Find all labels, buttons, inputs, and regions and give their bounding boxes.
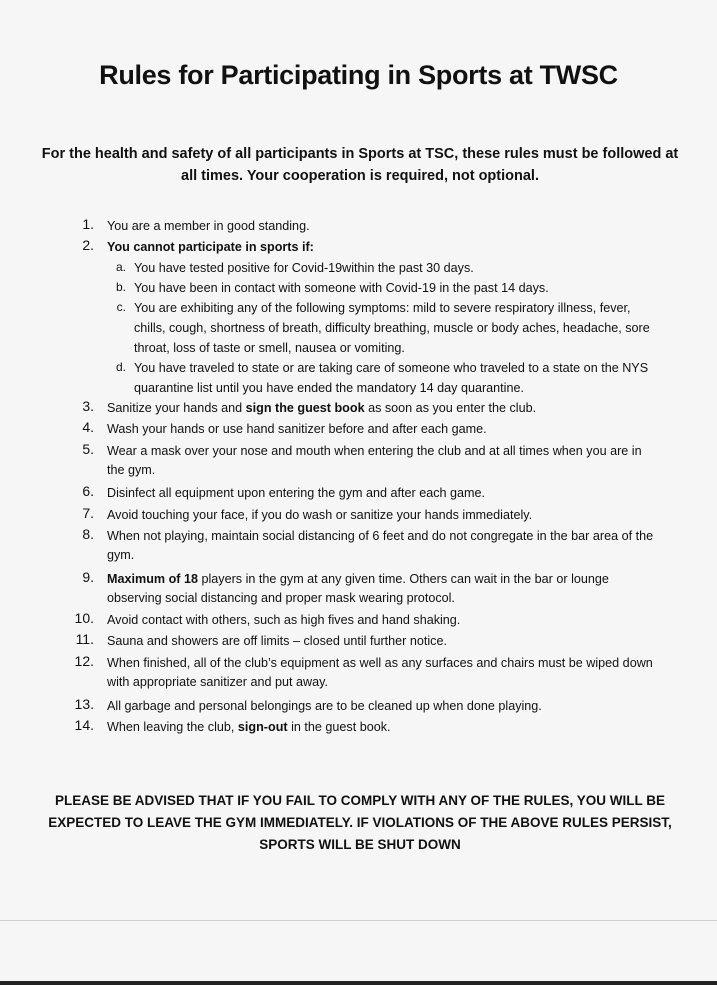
subrule-text: You have traveled to state or are taking care of someone who traveled to a state on the NYS quarantine list until you have ended the mandatory 14 day quarantine.	[134, 361, 649, 395]
rule-text: You cannot participate in sports if:	[107, 240, 314, 254]
rule-text-part: in the guest book.	[287, 720, 391, 734]
rule-text: When not playing, maintain social distancing of 6 feet and do not congregate in the bar area of the gym.	[107, 529, 654, 562]
warning-notice: PLEASE BE ADVISED THAT IF YOU FAIL TO COMPLY WITH ANY OF THE RULES, YOU WILL BE EXPECTED TO LEAVE THE GYM IMMEDIATELY. IF VIOLATIONS OF THE ABOVE RULES PERSIST, SPORTS WILL BE SHUT DOWN	[48, 793, 672, 852]
rule-number: 10.	[74, 610, 94, 626]
rule-text: Sauna and showers are off limits – closed until further notice.	[107, 634, 447, 648]
rule-number: 11.	[75, 631, 94, 647]
rule-text-part: Sanitize your hands and	[107, 401, 246, 415]
rule-number: 1.	[82, 216, 94, 232]
subrule-letter: d.	[115, 360, 126, 374]
rule-text: Disinfect all equipment upon entering the gym and after each game.	[107, 486, 486, 500]
rule-text: You are a member in good standing.	[107, 219, 310, 233]
rule-number: 3.	[82, 398, 94, 414]
subrule-letter: a.	[115, 260, 126, 274]
rule-text: Avoid contact with others, such as high fives and hand shaking.	[107, 613, 461, 627]
rule-number: 2.	[82, 237, 94, 253]
subrule-letter: c.	[116, 300, 126, 314]
rule-text-part: players in the gym at any given time. Others can wait in the bar or lounge observing social distancing and proper mask wearing protocol.	[107, 572, 609, 605]
rule-number: 4.	[82, 419, 94, 435]
rule-text	[107, 399, 662, 418]
rule-text	[107, 570, 662, 607]
rule-number: 12.	[74, 653, 94, 669]
intro-paragraph: For the health and safety of all participants in Sports at TSC, these rules must be followed at all times. Your cooperation is required, not optional.	[41, 146, 679, 184]
rule-text: Wear a mask over your nose and mouth when entering the club and at all times when you are in the gym.	[107, 444, 642, 477]
rule-number: 13.	[74, 696, 94, 712]
subrule-letter: b.	[115, 280, 126, 294]
rule-text: Wash your hands or use hand sanitizer before and after each game.	[107, 422, 487, 436]
rule-text: When finished, all of the club’s equipment as well as any surfaces and chairs must be wiped down with appropriate sanitizer and put away.	[107, 656, 653, 689]
rule-text: Avoid touching your face, if you do wash or sanitize your hands immediately.	[107, 508, 533, 522]
rule-number: 5.	[82, 441, 94, 457]
page-title: Rules for Participating in Sports at TWSC	[99, 60, 618, 90]
rule-text-part: as soon as you enter the club.	[364, 401, 537, 415]
rule-number: 7.	[82, 505, 94, 521]
rule-text-bold: sign the guest book	[245, 401, 365, 415]
subrule-text: You are exhibiting any of the following symptoms: mild to severe respiratory illness, fever, chills, cough, shortness of breath, difficulty breathing, muscle or body aches, headache, sore throat, loss of taste or smell, nausea or vomiting.	[134, 301, 650, 355]
rule-text-part: When leaving the club,	[107, 720, 238, 734]
rule-text-bold: Maximum of 18	[107, 572, 198, 586]
rule-number: 9.	[82, 569, 94, 585]
rule-number: 8.	[82, 526, 94, 542]
rule-text-bold: sign-out	[237, 720, 288, 734]
rule-number: 14.	[74, 717, 94, 733]
rule-text	[107, 718, 662, 737]
subrule-text: You have tested positive for Covid-19within the past 30 days.	[134, 261, 474, 275]
subrule-text: You have been in contact with someone with Covid-19 in the past 14 days.	[134, 281, 549, 295]
rule-text: All garbage and personal belongings are to be cleaned up when done playing.	[107, 699, 542, 713]
rule-number: 6.	[82, 483, 94, 499]
page-bottom-edge	[0, 981, 717, 985]
page-divider	[0, 920, 717, 921]
